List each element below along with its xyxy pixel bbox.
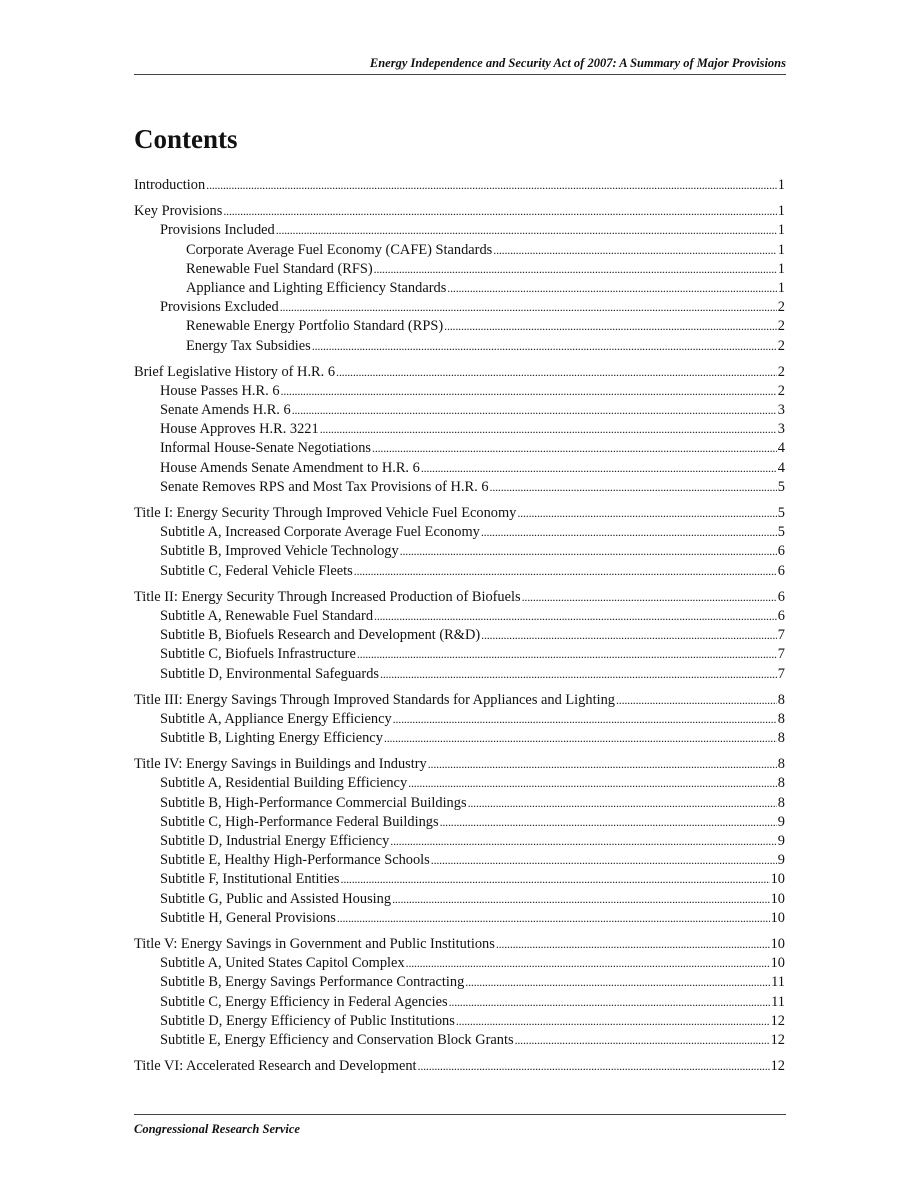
toc-entry[interactable] <box>134 317 785 336</box>
toc-entry[interactable] <box>134 1031 785 1050</box>
toc-leader-dots <box>312 337 777 356</box>
toc-entry[interactable] <box>134 260 785 279</box>
toc-entry-title: Subtitle B, Biofuels Research and Development (R&D) <box>160 627 481 644</box>
toc-entry[interactable] <box>134 298 785 317</box>
toc-entry[interactable] <box>134 542 785 561</box>
toc-entry-title: Title I: Energy Security Through Improved Vehicle Fuel Economy <box>134 505 517 521</box>
toc-entry-title: Subtitle E, Healthy High-Performance Schools <box>160 852 430 869</box>
toc-entry-title: Provisions Included <box>160 222 275 239</box>
toc-entry-title: Subtitle G, Public and Assisted Housing <box>160 890 392 907</box>
toc-entry[interactable] <box>134 935 785 954</box>
toc-entry-title: Subtitle A, Renewable Fuel Standard <box>160 607 374 624</box>
toc-entry-page: 1 <box>777 177 785 193</box>
toc-leader-dots <box>468 794 777 813</box>
toc-entry-page: 10 <box>770 871 785 888</box>
toc-entry-title: Subtitle A, United States Capitol Complex <box>160 955 405 972</box>
toc-leader-dots <box>400 542 777 561</box>
toc-entry-page: 10 <box>770 955 785 972</box>
toc-entry[interactable] <box>134 562 785 581</box>
toc-leader-dots <box>320 420 777 439</box>
toc-entry-page: 7 <box>777 627 785 644</box>
toc-entry[interactable] <box>134 665 785 684</box>
toc-entry-title: Subtitle F, Institutional Entities <box>160 871 340 888</box>
toc-leader-dots <box>616 691 777 710</box>
toc-entry-title: Introduction <box>134 177 206 193</box>
page-footer: Congressional Research Service <box>134 1114 786 1137</box>
toc-entry-page: 9 <box>777 813 785 830</box>
toc-leader-dots <box>337 909 770 928</box>
toc-entry[interactable] <box>134 382 785 401</box>
toc-entry-page: 2 <box>777 318 785 335</box>
toc-entry-title: Title III: Energy Savings Through Improved Standards for Appliances and Lighting <box>134 691 615 708</box>
toc-entry[interactable] <box>134 691 785 710</box>
toc-entry[interactable] <box>134 459 785 478</box>
toc-entry-title: Subtitle C, Federal Vehicle Fleets <box>160 562 353 579</box>
toc-entry-page: 4 <box>777 459 785 476</box>
toc-entry-page: 3 <box>777 421 785 438</box>
toc-leader-dots <box>493 241 777 260</box>
toc-entry-page: 8 <box>777 775 785 792</box>
toc-leader-dots <box>406 954 770 973</box>
toc-leader-dots <box>384 729 777 748</box>
toc-entry-title: Renewable Energy Portfolio Standard (RPS) <box>186 318 444 335</box>
toc-entry[interactable] <box>134 504 785 523</box>
toc-entry-title: Key Provisions <box>134 203 223 220</box>
toc-entry-page: 1 <box>777 241 785 258</box>
toc-leader-dots <box>276 221 777 240</box>
toc-entry[interactable] <box>134 221 785 240</box>
toc-leader-dots <box>206 176 777 195</box>
toc-entry[interactable] <box>134 337 785 356</box>
toc-entry[interactable] <box>134 710 785 729</box>
toc-entry[interactable] <box>134 909 785 928</box>
toc-entry-page: 2 <box>777 337 785 354</box>
toc-entry-title: Subtitle C, Biofuels Infrastructure <box>160 646 356 663</box>
toc-leader-dots <box>517 504 776 523</box>
toc-leader-dots <box>390 832 777 851</box>
toc-leader-dots <box>449 993 771 1012</box>
toc-entry-page: 10 <box>770 935 785 952</box>
toc-leader-dots <box>444 317 777 336</box>
toc-entry-title: Subtitle B, High-Performance Commercial Buildings <box>160 794 467 811</box>
toc-entry[interactable] <box>134 241 785 260</box>
toc-leader-dots <box>418 1057 770 1076</box>
toc-leader-dots <box>428 755 777 774</box>
toc-leader-dots <box>421 459 777 478</box>
toc-entry-page: 1 <box>777 279 785 296</box>
toc-entry-title: Senate Removes RPS and Most Tax Provisions of H.R. 6 <box>160 478 489 495</box>
toc-entry-page: 10 <box>770 890 785 907</box>
toc-entry[interactable] <box>134 279 785 298</box>
toc-entry-title: Subtitle E, Energy Efficiency and Conservation Block Grants <box>160 1031 514 1048</box>
toc-entry-page: 3 <box>777 402 785 419</box>
toc-entry[interactable] <box>134 755 785 774</box>
toc-entry[interactable] <box>134 794 785 813</box>
toc-entry[interactable] <box>134 813 785 832</box>
toc-entry-page: 7 <box>777 646 785 663</box>
toc-entry-title: Corporate Average Fuel Economy (CAFE) Standards <box>186 241 493 258</box>
toc-entry-page: 8 <box>777 756 785 773</box>
toc-entry-page: 2 <box>777 363 785 380</box>
toc-entry[interactable] <box>134 973 785 992</box>
toc-entry[interactable] <box>134 832 785 851</box>
toc-leader-dots <box>447 279 777 298</box>
toc-entry-page: 8 <box>777 794 785 811</box>
toc-entry-page: 12 <box>770 1031 785 1048</box>
toc-entry[interactable] <box>134 176 785 195</box>
toc-entry[interactable] <box>134 851 785 870</box>
toc-entry[interactable] <box>134 202 785 221</box>
toc-leader-dots <box>515 1031 770 1050</box>
toc-entry-page: 4 <box>777 440 785 457</box>
toc-entry-title: Title IV: Energy Savings in Buildings and Industry <box>134 756 427 773</box>
toc-entry[interactable] <box>134 645 785 664</box>
toc-entry-page: 6 <box>777 543 785 560</box>
toc-entry-title: Subtitle D, Industrial Energy Efficiency <box>160 833 390 849</box>
toc-entry-page: 8 <box>777 691 785 708</box>
toc-entry-page: 5 <box>777 478 785 495</box>
toc-entry-page: 2 <box>777 299 785 316</box>
toc-entry-title: Subtitle D, Energy Efficiency of Public Institutions <box>160 1012 455 1029</box>
toc-entry[interactable] <box>134 774 785 793</box>
toc-leader-dots <box>481 626 777 645</box>
toc-entry-title: Subtitle D, Environmental Safeguards <box>160 665 380 682</box>
toc-entry[interactable] <box>134 890 785 909</box>
toc-entry-page: 10 <box>770 909 785 926</box>
toc-entry-page: 9 <box>777 833 785 849</box>
toc-leader-dots <box>490 478 777 497</box>
toc-entry-page: 1 <box>777 222 785 239</box>
toc-entry-title: Subtitle B, Energy Savings Performance Contracting <box>160 974 465 991</box>
toc-leader-dots <box>392 890 770 909</box>
toc-entry-title: Title VI: Accelerated Research and Development <box>134 1058 417 1075</box>
toc-entry-title: Title V: Energy Savings in Government and Public Institutions <box>134 935 495 952</box>
running-header: Energy Independence and Security Act of 2007: A Summary of Major Provisions <box>134 56 786 75</box>
page-title: Contents <box>134 124 238 154</box>
toc-entry-title: Renewable Fuel Standard (RFS) <box>186 260 373 277</box>
toc-leader-dots <box>393 710 777 729</box>
toc-entry[interactable] <box>134 363 785 382</box>
toc-entry[interactable] <box>134 607 785 626</box>
toc-entry[interactable] <box>134 588 785 607</box>
toc-leader-dots <box>223 202 776 221</box>
toc-entry-title: Title II: Energy Security Through Increased Production of Biofuels <box>134 588 521 605</box>
toc-leader-dots <box>374 260 777 279</box>
toc-leader-dots <box>481 523 777 542</box>
toc-leader-dots <box>522 588 777 607</box>
toc-leader-dots <box>280 298 777 317</box>
toc-entry[interactable] <box>134 954 785 973</box>
toc-leader-dots <box>354 562 777 581</box>
toc-entry-title: Subtitle B, Lighting Energy Efficiency <box>160 730 383 747</box>
toc-entry-page: 2 <box>777 382 785 399</box>
toc-entry[interactable] <box>134 478 785 497</box>
toc-entry-page: 8 <box>777 710 785 727</box>
toc-entry[interactable] <box>134 439 785 458</box>
toc-leader-dots <box>496 935 770 954</box>
toc-entry-page: 7 <box>777 665 785 682</box>
toc-entry-page: 11 <box>771 974 785 991</box>
toc-entry[interactable] <box>134 729 785 748</box>
toc-leader-dots <box>374 607 777 626</box>
toc-entry[interactable] <box>134 993 785 1012</box>
toc-leader-dots <box>380 665 777 684</box>
toc-entry[interactable] <box>134 523 785 542</box>
toc-entry-title: Provisions Excluded <box>160 299 279 316</box>
toc-entry-title: Subtitle A, Residential Building Efficiency <box>160 775 408 792</box>
toc-entry[interactable] <box>134 1012 785 1031</box>
toc-entry-page: 5 <box>777 505 785 521</box>
toc-entry-page: 9 <box>777 852 785 869</box>
toc-entry-page: 6 <box>777 607 785 624</box>
toc-entry-title: Brief Legislative History of H.R. 6 <box>134 363 336 380</box>
toc-entry-page: 12 <box>770 1012 785 1029</box>
toc-entry-page: 5 <box>777 524 785 541</box>
toc-entry-title: Subtitle B, Improved Vehicle Technology <box>160 543 399 560</box>
toc-entry-title: Energy Tax Subsidies <box>186 337 311 354</box>
toc-leader-dots <box>408 774 777 793</box>
toc-leader-dots <box>292 401 777 420</box>
toc-entry-title: House Amends Senate Amendment to H.R. 6 <box>160 459 420 476</box>
toc-entry[interactable] <box>134 420 785 439</box>
toc-entry[interactable] <box>134 870 785 889</box>
toc-entry[interactable] <box>134 1057 785 1076</box>
toc-entry-page: 1 <box>777 203 785 220</box>
toc-entry[interactable] <box>134 626 785 645</box>
toc-entry-title: Appliance and Lighting Efficiency Standards <box>186 279 447 296</box>
toc-entry-title: Informal House-Senate Negotiations <box>160 440 372 457</box>
toc-entry-page: 6 <box>777 562 785 579</box>
toc-entry-title: Senate Amends H.R. 6 <box>160 402 291 419</box>
toc-leader-dots <box>440 813 777 832</box>
toc-entry-title: Subtitle C, High-Performance Federal Buildings <box>160 813 439 830</box>
toc-entry-title: Subtitle A, Increased Corporate Average Fuel Economy <box>160 524 480 541</box>
toc-leader-dots <box>341 870 770 889</box>
toc-entry-page: 1 <box>777 260 785 277</box>
toc-entry[interactable] <box>134 401 785 420</box>
toc-entry-page: 8 <box>777 730 785 747</box>
toc-entry-title: House Passes H.R. 6 <box>160 382 280 399</box>
toc-entry-title: Subtitle C, Energy Efficiency in Federal Agencies <box>160 993 448 1010</box>
toc-leader-dots <box>465 973 770 992</box>
toc-leader-dots <box>372 439 777 458</box>
toc-entry-page: 12 <box>770 1058 785 1075</box>
toc-entry-page: 6 <box>777 588 785 605</box>
toc-leader-dots <box>431 851 777 870</box>
toc-leader-dots <box>281 382 777 401</box>
toc-entry-title: Subtitle H, General Provisions <box>160 909 336 926</box>
toc-leader-dots <box>336 363 777 382</box>
toc-entry-title: Subtitle A, Appliance Energy Efficiency <box>160 710 392 727</box>
toc-leader-dots <box>456 1012 770 1031</box>
toc-entry-page: 11 <box>771 993 785 1010</box>
toc-leader-dots <box>357 645 777 664</box>
table-of-contents <box>134 176 785 1076</box>
toc-entry-title: House Approves H.R. 3221 <box>160 421 319 438</box>
